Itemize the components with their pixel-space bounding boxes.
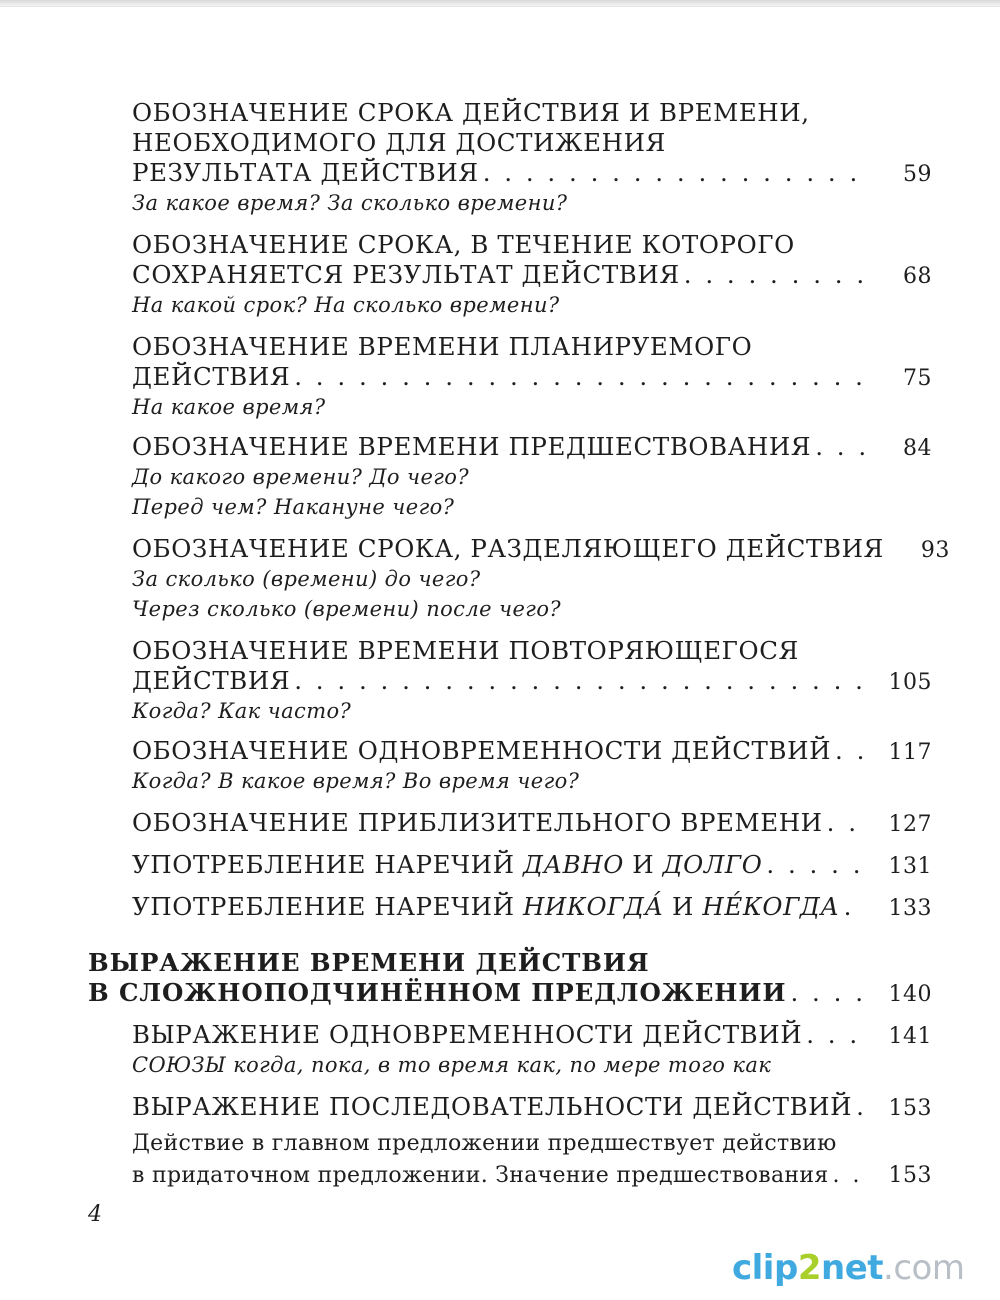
- toc-entry-title-line: [132, 892, 932, 922]
- toc-page-number[interactable]: 105: [888, 670, 932, 695]
- toc-entry-planned-action[interactable]: [132, 332, 932, 422]
- toc-page-number[interactable]: 84: [903, 436, 932, 461]
- toc-entry-precedence[interactable]: [132, 432, 932, 522]
- toc-entry-title-text: ОБОЗНАЧЕНИЕ СРОКА, РАЗДЕЛЯЮЩЕГО ДЕЙСТВИЯ: [132, 534, 884, 563]
- toc-entry-title-line: [132, 534, 950, 564]
- toc-entry-title-text: ВЫРАЖЕНИЕ ПОСЛЕДОВАТЕЛЬНОСТИ ДЕЙСТВИЙ: [132, 1092, 853, 1121]
- toc-entry-question: Когда? В какое время? Во время чего?: [132, 769, 580, 793]
- toc-section-complex-sentence[interactable]: [88, 948, 932, 1008]
- title-text: УПОТРЕБЛЕНИЕ НАРЕЧИЙ: [132, 850, 523, 879]
- toc-entry-main-precedes-subordinate[interactable]: [132, 1128, 932, 1192]
- viewer-top-edge: [0, 0, 1000, 7]
- toc-entry-title-line: ОБОЗНАЧЕНИЕ СРОКА ДЕЙСТВИЯ И ВРЕМЕНИ,: [132, 98, 810, 127]
- title-text: УПОТРЕБЛЕНИЕ НАРЕЧИЙ: [132, 892, 523, 921]
- dot-leader: [684, 260, 870, 290]
- toc-entry-expressing-sequence[interactable]: [132, 1092, 932, 1122]
- toc-section-title-line: [88, 978, 932, 1008]
- toc-entry-title-line: ОБОЗНАЧЕНИЕ СРОКА, В ТЕЧЕНИЕ КОТОРОГО: [132, 230, 795, 259]
- toc-entry-question: На какой срок? На сколько времени?: [132, 293, 560, 317]
- toc-entry-question: До какого времени? До чего?: [132, 465, 469, 489]
- dot-leader: [483, 158, 870, 188]
- toc-entry-adverbs-davno-dolgo[interactable]: [132, 850, 932, 880]
- adverb-term: НЕ́КОГДА: [702, 892, 840, 921]
- dot-leader: [827, 808, 865, 838]
- toc-page-number[interactable]: 153: [888, 1163, 932, 1188]
- adverb-term: НИКОГДА́: [522, 892, 664, 921]
- toc-entry-question: На какое время?: [132, 395, 326, 419]
- dot-leader: [835, 736, 864, 766]
- page-number: 4: [88, 1202, 102, 1227]
- toc-entry-title-text: ОБОЗНАЧЕНИЕ ВРЕМЕНИ ПРЕДШЕСТВОВАНИЯ: [132, 432, 812, 461]
- toc-entry-title-line: [132, 362, 932, 392]
- toc-page-number[interactable]: 117: [888, 740, 932, 765]
- toc-page-number[interactable]: 131: [888, 854, 932, 879]
- toc-page-number[interactable]: 141: [888, 1024, 932, 1049]
- toc-page-number[interactable]: 133: [888, 896, 932, 921]
- toc-entry-title-line: [132, 1160, 932, 1192]
- toc-entry-title-line: НЕОБХОДИМОГО ДЛЯ ДОСТИЖЕНИЯ: [132, 128, 666, 157]
- toc-entry-question: Через сколько (времени) после чего?: [132, 597, 562, 621]
- toc-entry-title-text: [132, 892, 840, 922]
- adverb-term: ДОЛГО: [662, 850, 763, 879]
- toc-entry-title-text: ВЫРАЖЕНИЕ ОДНОВРЕМЕННОСТИ ДЕЙСТВИЙ: [132, 1020, 803, 1049]
- watermark-part: clip: [732, 1248, 798, 1288]
- toc-entry-title-text: [132, 850, 762, 880]
- toc-page-number[interactable]: 127: [888, 812, 932, 837]
- watermark-logo: [732, 1248, 964, 1288]
- conjunction-text: И: [663, 892, 703, 921]
- toc-entry-separating-term[interactable]: [132, 534, 950, 624]
- toc-page-number[interactable]: 93: [920, 538, 950, 563]
- dot-leader: [806, 1020, 864, 1050]
- toc-entry-title-text: ОБОЗНАЧЕНИЕ ОДНОВРЕМЕННОСТИ ДЕЙСТВИЙ: [132, 736, 832, 765]
- adverb-term: ДАВНО: [522, 850, 624, 879]
- dot-leader: [856, 1092, 864, 1122]
- toc-entry-simultaneity[interactable]: [132, 736, 932, 796]
- toc-entry-title-line: [132, 432, 932, 462]
- toc-entry-title-line: [132, 666, 932, 696]
- toc-entry-result-duration[interactable]: [132, 230, 932, 320]
- toc-entry-question: Перед чем? Накануне чего?: [132, 495, 455, 519]
- toc-entry-repeated-action[interactable]: [132, 636, 932, 726]
- toc-entry-title-line: ОБОЗНАЧЕНИЕ ВРЕМЕНИ ПОВТОРЯЮЩЕГОСЯ: [132, 636, 799, 665]
- watermark-part: net: [820, 1248, 884, 1288]
- toc-entry-title-line: [132, 1020, 932, 1050]
- toc-page-number[interactable]: 75: [903, 366, 932, 391]
- toc-section-title-line: ВЫРАЖЕНИЕ ВРЕМЕНИ ДЕЙСТВИЯ: [88, 948, 650, 977]
- toc-entry-question: За какое время? За сколько времени?: [132, 191, 568, 215]
- toc-page-number[interactable]: 153: [888, 1096, 932, 1121]
- dot-leader: [766, 850, 864, 880]
- toc-entry-title-line: [132, 736, 932, 766]
- toc-entry-title-line: [132, 158, 932, 188]
- toc-entry-adverbs-nikogda-nekogda[interactable]: [132, 892, 932, 922]
- toc-entry-conjunctions: СОЮЗЫ когда, пока, в то время как, по мере того как: [132, 1053, 772, 1077]
- toc-entry-approximate-time[interactable]: [132, 808, 932, 838]
- toc-entry-title-line: [132, 808, 932, 838]
- toc-entry-title-text: ДЕЙСТВИЯ: [132, 362, 291, 391]
- toc-page-number[interactable]: 68: [903, 264, 932, 289]
- toc-entry-title-line: ОБОЗНАЧЕНИЕ ВРЕМЕНИ ПЛАНИРУЕМОГО: [132, 332, 753, 361]
- dot-leader: [294, 362, 870, 392]
- toc-entry-question: За сколько (времени) до чего?: [132, 567, 481, 591]
- toc-entry-title-line: [132, 1092, 932, 1122]
- watermark-part: 2: [797, 1248, 821, 1288]
- conjunction-text: И: [623, 850, 663, 879]
- toc-entry-question: Когда? Как часто?: [132, 699, 352, 723]
- toc-page-number[interactable]: 59: [903, 162, 932, 187]
- toc-entry-title-line: [132, 850, 932, 880]
- toc-entry-title-text: РЕЗУЛЬТАТА ДЕЙСТВИЯ: [132, 158, 479, 187]
- toc-entry-title-text: ДЕЙСТВИЯ: [132, 666, 291, 695]
- toc-entry-title-line: Действие в главном предложении предшествует действию: [132, 1131, 837, 1156]
- dot-leader: [815, 432, 870, 462]
- toc-entry-term-of-action[interactable]: [132, 98, 932, 218]
- toc-entry-title-text: ОБОЗНАЧЕНИЕ ПРИБЛИЗИТЕЛЬНОГО ВРЕМЕНИ: [132, 808, 823, 837]
- dot-leader: [294, 666, 864, 696]
- toc-entry-title-text: в придаточном предложении. Значение предшествования: [132, 1163, 829, 1188]
- toc-entry-title-line: [132, 260, 932, 290]
- toc-page-number[interactable]: 140: [888, 982, 932, 1007]
- toc-entry-expressing-simultaneity[interactable]: [132, 1020, 932, 1080]
- dot-leader: [844, 892, 865, 922]
- dot-leader: [790, 978, 864, 1008]
- toc-entry-title-text: СОХРАНЯЕТСЯ РЕЗУЛЬТАТ ДЕЙСТВИЯ: [132, 260, 680, 289]
- watermark-part: .com: [883, 1248, 965, 1288]
- dot-leader: [833, 1160, 865, 1192]
- toc-section-title-text: В СЛОЖНОПОДЧИНЁННОМ ПРЕДЛОЖЕНИИ: [88, 978, 787, 1007]
